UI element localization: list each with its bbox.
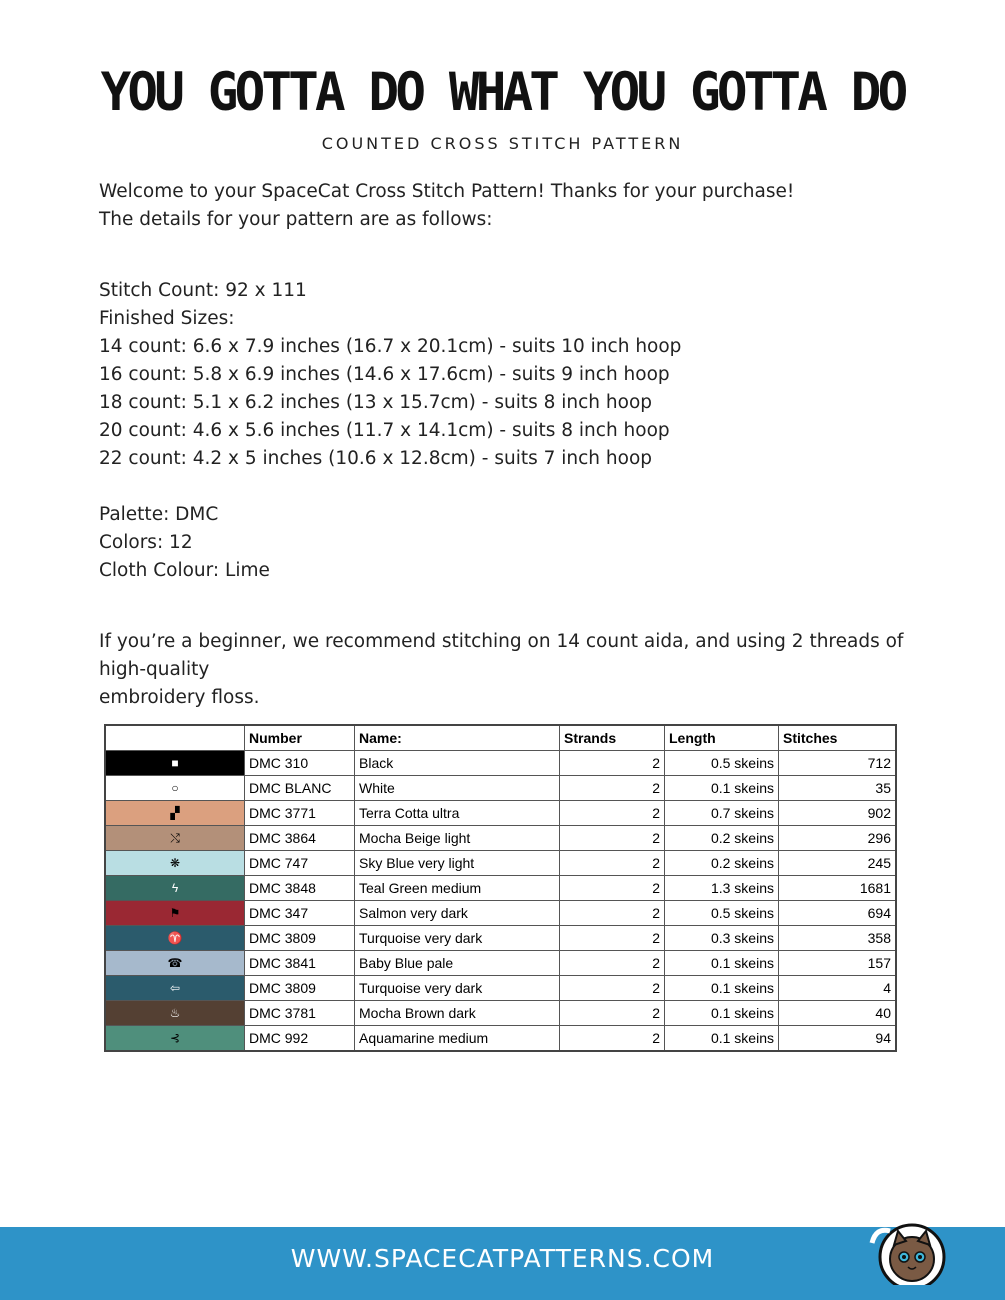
length-value: 0.2 skeins	[665, 851, 779, 876]
strands-value: 2	[560, 826, 665, 851]
color-key-rows	[105, 751, 896, 1052]
length-value: 0.1 skeins	[665, 976, 779, 1001]
dmc-number: DMC 992	[245, 1026, 355, 1052]
size-16-count: 16 count: 5.8 x 6.9 inches (14.6 x 17.6cm) - suits 9 inch hoop	[99, 364, 670, 385]
thread-name: Aquamarine medium	[355, 1026, 560, 1052]
spacecat-logo	[866, 1213, 958, 1285]
stitches-value: 157	[779, 951, 897, 976]
palette: Palette: DMC	[99, 504, 219, 525]
strands-value: 2	[560, 976, 665, 1001]
header-strands: Strands	[560, 725, 665, 751]
table-row	[105, 851, 896, 876]
table-row	[105, 776, 896, 801]
stitches-value: 94	[779, 1026, 897, 1052]
strands-value: 2	[560, 901, 665, 926]
thread-name: Turquoise very dark	[355, 926, 560, 951]
length-value: 0.1 skeins	[665, 776, 779, 801]
stitches-value: 902	[779, 801, 897, 826]
stitches-value: 296	[779, 826, 897, 851]
advice-line-2: embroidery floss.	[99, 687, 260, 708]
intro-line-1: Welcome to your SpaceCat Cross Stitch Pattern! Thanks for your purchase!	[99, 181, 795, 202]
color-swatch: ⊰	[105, 1026, 245, 1052]
page-subtitle: COUNTED CROSS STITCH PATTERN	[321, 134, 684, 153]
header-name: Name:	[355, 725, 560, 751]
table-row	[105, 826, 896, 851]
thread-name: Baby Blue pale	[355, 951, 560, 976]
advice-line-1: If you’re a beginner, we recommend stitching on 14 count aida, and using 2 threads of high-quality	[99, 631, 904, 680]
strands-value: 2	[560, 926, 665, 951]
page-title: YOU GOTTA DO WHAT YOU GOTTA DO	[100, 62, 905, 123]
color-swatch: ♨	[105, 1001, 245, 1026]
thread-name: Mocha Brown dark	[355, 1001, 560, 1026]
length-value: 1.3 skeins	[665, 876, 779, 901]
table-row	[105, 801, 896, 826]
length-value: 0.1 skeins	[665, 1026, 779, 1052]
dmc-number: DMC 3864	[245, 826, 355, 851]
length-value: 0.1 skeins	[665, 951, 779, 976]
table-row	[105, 876, 896, 901]
dmc-number: DMC 310	[245, 751, 355, 776]
color-swatch: ⚑	[105, 901, 245, 926]
dmc-number: DMC 3841	[245, 951, 355, 976]
dmc-number: DMC 3848	[245, 876, 355, 901]
table-row	[105, 1001, 896, 1026]
color-key-table	[104, 724, 897, 1052]
thread-name: Salmon very dark	[355, 901, 560, 926]
header-length: Length	[665, 725, 779, 751]
stitches-value: 1681	[779, 876, 897, 901]
color-swatch: ▞	[105, 801, 245, 826]
stitches-value: 245	[779, 851, 897, 876]
table-row	[105, 951, 896, 976]
color-swatch: ⤭	[105, 826, 245, 851]
dmc-number: DMC 3809	[245, 926, 355, 951]
color-swatch: ⇦	[105, 976, 245, 1001]
color-swatch: ϟ	[105, 876, 245, 901]
thread-name: Sky Blue very light	[355, 851, 560, 876]
strands-value: 2	[560, 851, 665, 876]
header-number: Number	[245, 725, 355, 751]
dmc-number: DMC 347	[245, 901, 355, 926]
strands-value: 2	[560, 751, 665, 776]
color-swatch: ☎	[105, 951, 245, 976]
table-row	[105, 926, 896, 951]
strands-value: 2	[560, 776, 665, 801]
length-value: 0.1 skeins	[665, 1001, 779, 1026]
thread-name: White	[355, 776, 560, 801]
strands-value: 2	[560, 1001, 665, 1026]
thread-name: Teal Green medium	[355, 876, 560, 901]
pattern-details	[99, 178, 919, 712]
stitch-count: Stitch Count: 92 x 111	[99, 280, 307, 301]
header-swatch	[105, 725, 245, 751]
cloth-colour: Cloth Colour: Lime	[99, 560, 270, 581]
strands-value: 2	[560, 951, 665, 976]
table-row	[105, 901, 896, 926]
dmc-number: DMC 3781	[245, 1001, 355, 1026]
length-value: 0.7 skeins	[665, 801, 779, 826]
strands-value: 2	[560, 801, 665, 826]
finished-sizes-label: Finished Sizes:	[99, 308, 235, 329]
table-row	[105, 976, 896, 1001]
dmc-number: DMC BLANC	[245, 776, 355, 801]
stitches-value: 694	[779, 901, 897, 926]
dmc-number: DMC 747	[245, 851, 355, 876]
website-link[interactable]: WWW.SPACECATPATTERNS.COM	[290, 1244, 715, 1273]
thread-name: Black	[355, 751, 560, 776]
strands-value: 2	[560, 876, 665, 901]
length-value: 0.2 skeins	[665, 826, 779, 851]
table-header-row	[105, 725, 896, 751]
color-swatch: ♈	[105, 926, 245, 951]
dmc-number: DMC 3809	[245, 976, 355, 1001]
table-row	[105, 751, 896, 776]
length-value: 0.5 skeins	[665, 751, 779, 776]
stitches-value: 40	[779, 1001, 897, 1026]
colors-count: Colors: 12	[99, 532, 193, 553]
color-swatch: ○	[105, 776, 245, 801]
size-18-count: 18 count: 5.1 x 6.2 inches (13 x 15.7cm) - suits 8 inch hoop	[99, 392, 653, 413]
stitches-value: 712	[779, 751, 897, 776]
strands-value: 2	[560, 1026, 665, 1052]
size-22-count: 22 count: 4.2 x 5 inches (10.6 x 12.8cm) - suits 7 inch hoop	[99, 448, 653, 469]
size-20-count: 20 count: 4.6 x 5.6 inches (11.7 x 14.1cm) - suits 8 inch hoop	[99, 420, 670, 441]
color-swatch: ■	[105, 751, 245, 776]
size-14-count: 14 count: 6.6 x 7.9 inches (16.7 x 20.1cm) - suits 10 inch hoop	[99, 336, 682, 357]
intro-line-2: The details for your pattern are as follows:	[99, 209, 493, 230]
dmc-number: DMC 3771	[245, 801, 355, 826]
length-value: 0.5 skeins	[665, 901, 779, 926]
table-row	[105, 1026, 896, 1052]
length-value: 0.3 skeins	[665, 926, 779, 951]
stitches-value: 358	[779, 926, 897, 951]
thread-name: Turquoise very dark	[355, 976, 560, 1001]
thread-name: Terra Cotta ultra	[355, 801, 560, 826]
stitches-value: 35	[779, 776, 897, 801]
header-stitches: Stitches	[779, 725, 897, 751]
thread-name: Mocha Beige light	[355, 826, 560, 851]
stitches-value: 4	[779, 976, 897, 1001]
color-swatch: ❋	[105, 851, 245, 876]
